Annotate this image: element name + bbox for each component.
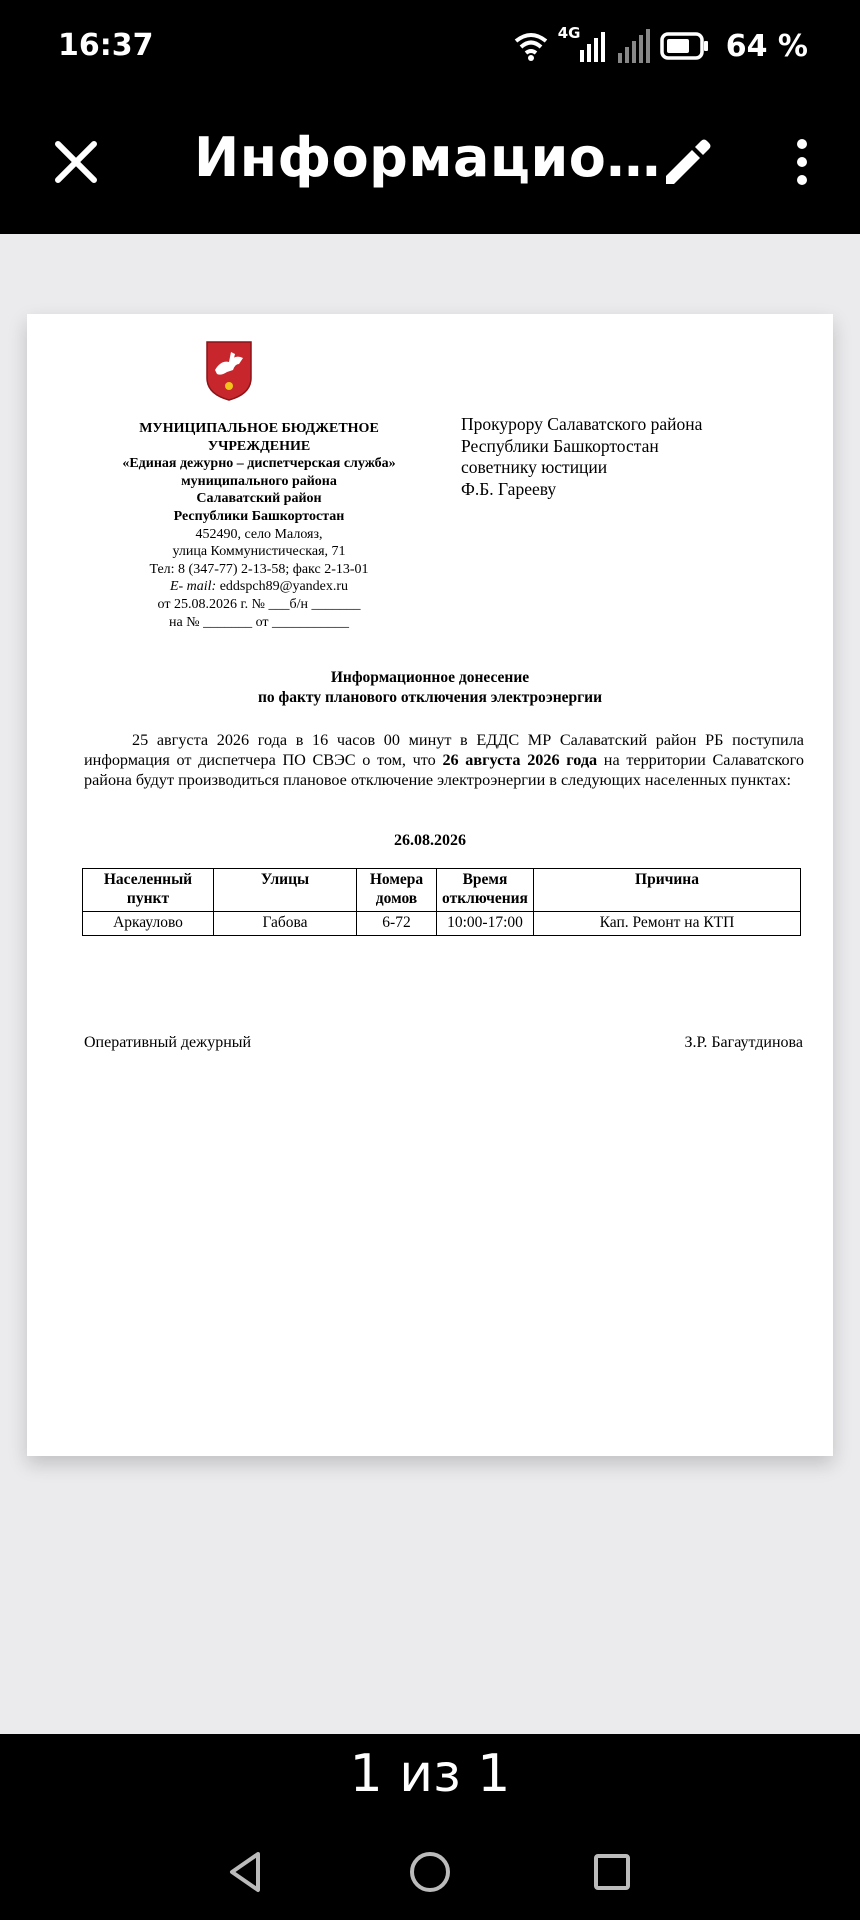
addressee-block [461, 414, 702, 500]
org-email: eddspch89@yandex.ru [219, 579, 349, 595]
doc-title-line: Информационное донесение [330, 669, 530, 686]
header-streets: Улицы [214, 869, 357, 912]
doc-title [27, 668, 833, 708]
header-reason: Причина [534, 869, 801, 912]
cell-houses: 6-72 [357, 912, 437, 936]
app-bar [0, 98, 860, 234]
battery-icon [660, 32, 710, 60]
home-button[interactable] [406, 1848, 454, 1896]
signal-4g-icon [557, 24, 606, 64]
body-text-part: на территории Салаватского района будут производиться плановое отключение электроэнергии в следующих населенных пунктах: [84, 751, 804, 789]
org-email-line [99, 578, 419, 596]
cell-time: 10:00-17:00 [437, 912, 534, 936]
status-icons [514, 26, 808, 66]
wifi-icon [514, 31, 548, 61]
sender-organization [99, 420, 419, 631]
recents-button[interactable] [588, 1848, 636, 1896]
document-page[interactable] [27, 314, 833, 1456]
org-line: от 25.08.2026 г. № ___б/н _______ [157, 596, 361, 612]
addressee-line: Республики Башкортостан [461, 435, 659, 456]
org-line: Салаватский район [196, 491, 322, 507]
signal-icon [616, 29, 650, 63]
addressee-line: Ф.Б. Гарееву [461, 478, 557, 499]
more-vert-icon [774, 134, 830, 190]
table-row [83, 912, 801, 936]
status-time: 16:37 [58, 28, 154, 63]
edit-button[interactable] [660, 134, 716, 190]
coat-of-arms-emblem [205, 340, 253, 402]
more-options-button[interactable] [774, 134, 830, 190]
battery-percent: 64 % [725, 28, 808, 64]
org-line: 452490, село Малояз, [195, 526, 323, 542]
status-bar [0, 0, 860, 98]
signature-name: З.Р. Багаутдинова [684, 1034, 803, 1051]
email-label: E- mail: [169, 579, 217, 595]
body-text-part: 25 августа 2026 года в 16 часов 00 минут в ЕДДС МР Салаватский район РБ поступила информация от диспетчера ПО СВЭС о том, что [84, 731, 804, 769]
org-line: МУНИЦИПАЛЬНОЕ БЮДЖЕТНОЕ [139, 421, 379, 436]
cell-streets: Габова [214, 912, 357, 936]
header-time: Время отключения [437, 869, 534, 912]
table-header-row [83, 869, 801, 912]
cell-settlement: Аркаулово [83, 912, 214, 936]
signature-position: Оперативный дежурный [84, 1034, 252, 1051]
org-line: на № _______ от ___________ [169, 614, 349, 630]
document-title: Информацио… [194, 126, 661, 189]
network-type: 4G [557, 24, 581, 42]
home-icon [406, 1848, 454, 1896]
body-paragraph [84, 730, 804, 790]
document-viewer[interactable] [0, 234, 860, 1734]
close-icon [48, 134, 104, 190]
header-houses: Номера домов [357, 869, 437, 912]
org-line: УЧРЕЖДЕНИЕ [207, 438, 311, 454]
back-button[interactable] [222, 1848, 270, 1896]
date-heading: 26.08.2026 [394, 832, 466, 849]
addressee-line: Прокурору Салаватского района [461, 414, 703, 434]
close-button[interactable] [48, 134, 104, 190]
org-line: «Единая дежурно – диспетчерская служба» [122, 456, 396, 472]
page-indicator-bar [0, 1734, 860, 1820]
edit-icon [660, 134, 716, 190]
org-line: улица Коммунистическая, 71 [172, 544, 346, 560]
header-settlement: Населенный пункт [83, 869, 214, 912]
doc-title-line: по факту планового отключения электроэнергии [257, 689, 603, 706]
org-phone: Тел: 8 (347-77) 2-13-58; факс 2-13-01 [149, 561, 369, 577]
org-line: муниципального района [181, 473, 337, 489]
page-indicator: 1 из 1 [349, 1744, 511, 1804]
cell-reason: Кап. Ремонт на КТП [534, 912, 801, 936]
back-icon [222, 1848, 270, 1896]
org-line: Республики Башкортостан [173, 508, 345, 524]
body-text-bold: 26 августа 2026 года [442, 751, 598, 769]
outage-table [82, 868, 801, 936]
addressee-line: советнику юстиции [461, 457, 608, 477]
recents-icon [588, 1848, 636, 1896]
navigation-bar [0, 1820, 860, 1920]
